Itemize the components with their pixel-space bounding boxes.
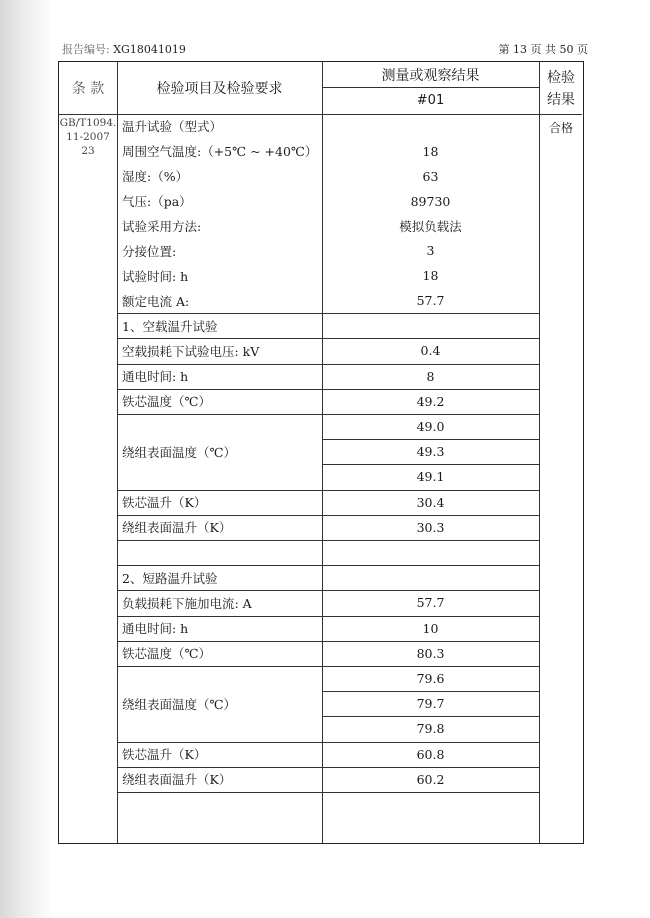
clause-line: 11-2007 [66,131,110,143]
row-result-value: 79.6 [416,671,445,687]
row-result-value: 60.2 [416,771,445,787]
row-result-value: 49.1 [416,469,445,485]
page-binding-shadow [0,0,52,918]
row-item-label: 湿度:（%） [122,169,189,185]
row-result-value: 模拟负载法 [399,219,462,235]
row-result-value: 60.8 [416,746,445,762]
row-item-label: 铁芯温升（K） [122,495,207,511]
report-number-value: XG18041019 [113,43,186,56]
row-result-value: 30.4 [416,494,445,510]
row-item-label: 铁芯温升（K） [122,747,207,763]
row-item-label: 空载损耗下试验电压: kV [122,343,260,359]
header-verdict-2: 结果 [547,92,575,108]
clause-reference [59,116,117,176]
row-item-label: 绕组表面温升（K） [122,520,232,536]
row-item-label: 2、短路温升试验 [122,570,218,586]
inspection-table [58,61,584,844]
row-item-label: 额定电流 A: [122,293,190,309]
clause-line: 23 [81,145,95,157]
row-result-value: 49.0 [416,419,445,435]
header-clause: 条 款 [71,81,105,97]
row-result-value: 0.4 [420,343,441,359]
row-item-label: 负载损耗下施加电流: A [122,595,252,611]
row-result-value: 57.7 [416,293,445,309]
row-item-label: 试验采用方法: [122,219,202,235]
row-item-label: 分接位置: [122,243,177,259]
col-divider-result [539,62,540,843]
row-item-label: 通电时间: h [122,369,189,385]
report-number-label: 报告编号: [62,43,110,56]
row-result-value: 57.7 [416,595,445,611]
row-result-value: 18 [422,268,439,284]
row-item-label: 绕组表面温升（K） [122,772,232,788]
row-item-label: 铁芯温度（℃） [122,394,211,410]
row-result-value: 79.7 [416,696,445,712]
header-verdict-1: 检验 [547,70,575,86]
verdict-pass: 合格 [548,120,573,135]
row-item-label: 温升试验（型式） [122,119,223,135]
report-number [62,41,186,57]
row-result-value: 49.2 [416,393,445,409]
row-result-value: 79.8 [416,721,445,737]
row-result-value: 10 [422,620,439,636]
row-result-value: 18 [422,143,439,159]
page-info: 第 13 页 共 50 页 [498,43,588,56]
row-item-label: 铁芯温度（℃） [122,646,211,662]
row-item-label [117,540,322,565]
header-item: 检验项目及检验要求 [156,81,283,97]
row-item-label: 1、空载温升试验 [122,318,218,334]
header-sample: #01 [416,93,445,108]
row-result-value: 80.3 [416,645,445,661]
row-result-value: 63 [422,168,439,184]
clause-line: GB/T1094. [59,117,117,129]
row-item-label: 周围空气温度:（+5℃ ~ +40℃） [122,144,318,160]
row-result-value: 49.3 [416,444,445,460]
row-result-value: 8 [426,368,435,384]
row-item-label: 气压:（pa） [122,194,192,210]
row-result-value: 30.3 [416,519,445,535]
row-item-label: 通电时间: h [122,621,189,637]
header-result: 测量或观察结果 [381,67,480,84]
row-item-label: 试验时间: h [122,268,189,284]
row-result-value: 89730 [410,193,451,209]
row-item-label: 绕组表面温度（℃） [122,444,236,460]
row-result-value: 3 [426,243,435,259]
row-divider [117,792,539,793]
row-item-label: 绕组表面温度（℃） [122,696,236,712]
